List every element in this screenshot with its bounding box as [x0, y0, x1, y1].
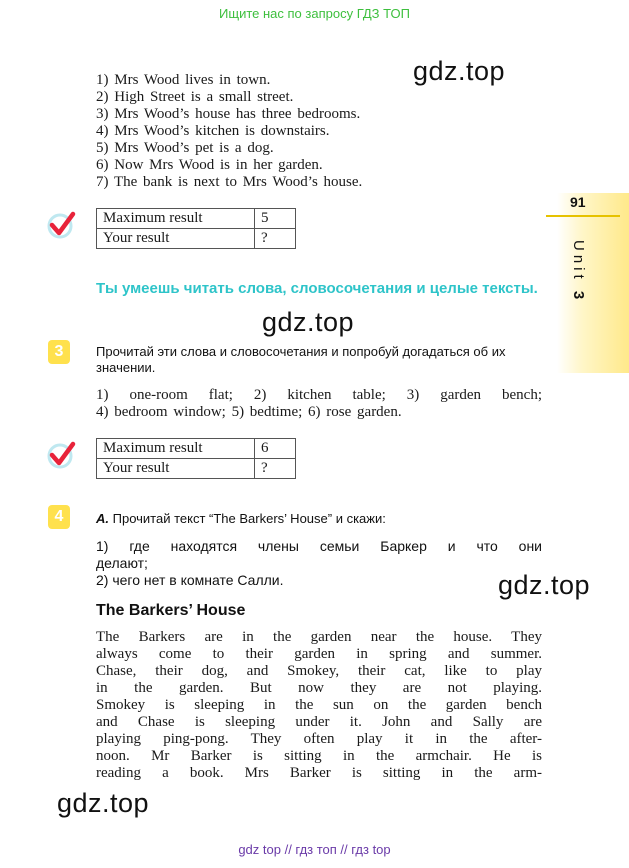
your-result-label: Your result	[97, 459, 255, 479]
task3-instruction: Прочитай эти слова и словосочетания и попробуй догадаться об их значении.	[96, 344, 506, 375]
skill-heading: Ты умеешь читать слова, словосочетания и целые тексты.	[96, 280, 538, 297]
story-text	[96, 629, 542, 782]
statement-2: 2) High Street is a small street.	[96, 89, 294, 105]
result-table-1	[96, 208, 296, 249]
check-icon	[46, 440, 76, 470]
task4-part-label: A.	[96, 511, 109, 526]
statement-6: 6) Now Mrs Wood is in her garden.	[96, 157, 323, 173]
task4-instruction: Прочитай текст “The Barkers’ House” и скажи:	[112, 511, 386, 526]
footer-banner[interactable]: gdz top // гдз топ // гдз top	[238, 842, 391, 857]
unit-number: 3	[570, 290, 587, 304]
your-result-value: ?	[255, 229, 296, 249]
watermark: gdz.top	[262, 307, 355, 337]
header-banner[interactable]: Ищите нас по запросу ГДЗ ТОП	[219, 6, 410, 21]
max-result-value: 6	[255, 439, 296, 459]
watermark: gdz.top	[413, 56, 506, 86]
check-icon	[46, 210, 76, 240]
watermark: gdz.top	[57, 788, 150, 818]
max-result-value: 5	[255, 209, 296, 229]
story-title: The Barkers’ House	[96, 602, 246, 619]
your-result-label: Your result	[97, 229, 255, 249]
story-line: in the garden. But now they are not playing.	[96, 680, 542, 696]
page-number-rule	[546, 215, 620, 217]
statement-5: 5) Mrs Wood’s pet is a dog.	[96, 140, 274, 156]
task3-phrases-line2: 4) bedroom window; 5) bedtime; 6) rose garden.	[96, 404, 402, 420]
statement-4: 4) Mrs Wood’s kitchen is downstairs.	[96, 123, 330, 139]
watermark: gdz.top	[498, 570, 591, 600]
task4-instruction-line	[96, 511, 386, 527]
result-table-2	[96, 438, 296, 479]
statement-7: 7) The bank is next to Mrs Wood’s house.	[96, 174, 363, 190]
story-line: Chase, their dog, and Smokey, their cat, like to play	[96, 663, 542, 679]
task4-question1-line2: делают;	[96, 555, 148, 571]
max-result-label: Maximum result	[97, 439, 255, 459]
story-line: reading a book. Mrs Barker is sitting in the arm-	[96, 765, 542, 781]
story-line: playing ping-pong. They often play it in the after-	[96, 731, 542, 747]
task4-question2: 2) чего нет в комнате Салли.	[96, 572, 284, 588]
statement-3: 3) Mrs Wood’s house has three bedrooms.	[96, 106, 361, 122]
task-number-badge: 3	[48, 340, 70, 364]
unit-label	[570, 240, 587, 303]
story-line: noon. Mr Barker is sitting in the armchair. He is	[96, 748, 542, 764]
unit-tab-background	[557, 193, 629, 373]
unit-word: Unit	[570, 240, 587, 283]
task4-question1-line1: 1) где находятся члены семьи Баркер и что они	[96, 538, 542, 554]
your-result-value: ?	[255, 459, 296, 479]
story-line: always come to their garden in spring and summer.	[96, 646, 542, 662]
story-line: The Barkers are in the garden near the house. They	[96, 629, 542, 645]
task-number-badge: 4	[48, 505, 70, 529]
story-line: and Chase is sleeping under it. John and Sally are	[96, 714, 542, 730]
max-result-label: Maximum result	[97, 209, 255, 229]
statement-1: 1) Mrs Wood lives in town.	[96, 72, 271, 88]
page-number: 91	[570, 194, 586, 210]
task3-phrases-line1: 1) one-room flat; 2) kitchen table; 3) garden bench;	[96, 387, 542, 403]
statement-list	[96, 72, 362, 191]
story-line: Smokey is sleeping in the sun on the garden bench	[96, 697, 542, 713]
